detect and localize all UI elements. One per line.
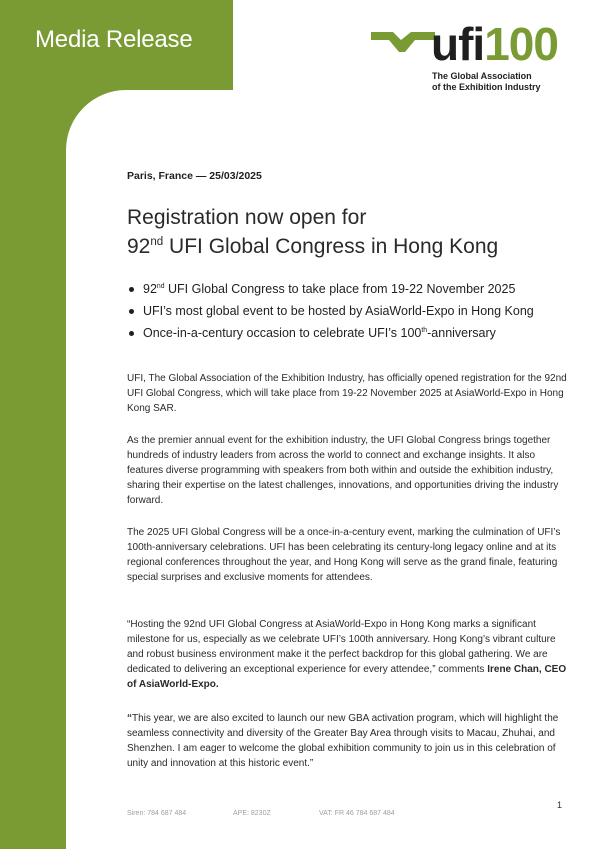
bullet-ordinal: nd bbox=[156, 282, 165, 290]
ufi-logo bbox=[371, 18, 571, 98]
logo-100: 100 bbox=[484, 18, 558, 70]
bullet-prefix: Once-in-a-century occasion to celebrate UFI’s 100 bbox=[143, 326, 422, 340]
band-corner bbox=[66, 90, 126, 150]
headline bbox=[127, 203, 567, 261]
paragraph-intro: UFI, The Global Association of the Exhibition Industry, has officially opened registration for the 92nd UFI Global Congress, which will take place from 19-22 November 2025 at AsiaWorld-Expo in Hong Kong SAR. bbox=[127, 373, 567, 414]
bullet-text: UFI Global Congress to take place from 19-22 November 2025 bbox=[164, 282, 516, 296]
headline-line-2 bbox=[127, 232, 567, 261]
logo-i: i bbox=[472, 18, 485, 70]
quote-attribution: Irene Chan, CEO of AsiaWorld-Expo. bbox=[127, 664, 567, 690]
logo-wordmark bbox=[431, 18, 558, 70]
page-number: 1 bbox=[557, 800, 563, 810]
left-band bbox=[0, 0, 66, 849]
bullet-ordinal: th bbox=[421, 326, 428, 334]
key-points-list bbox=[127, 280, 567, 346]
headline-line-1: Registration now open for bbox=[127, 206, 367, 229]
list-item bbox=[127, 302, 567, 324]
list-item bbox=[127, 280, 567, 302]
list-item bbox=[127, 324, 567, 346]
headline-title: UFI Global Congress in Hong Kong bbox=[163, 235, 499, 258]
headline-ordinal: nd bbox=[150, 236, 164, 248]
bullet-text: -anniversary bbox=[427, 326, 496, 340]
tagline-line-1: The Global Association bbox=[432, 71, 532, 81]
paragraph-quote-irene-chan bbox=[127, 617, 567, 692]
paragraph-premier-event: As the premier annual event for the exhibition industry, the UFI Global Congress brings together hundreds of industry leaders from across the world to connect and exchange insights. It also features diverse programming with speakers from both within and outside the exhibition industry, sharing their expertise on the latest challenges, innovations, and opportunities driving the industry forward. bbox=[127, 435, 559, 506]
footer-ape: APE: 8230Z bbox=[233, 810, 271, 817]
quote-text: This year, we are also excited to launch our new GBA activation program, which will highlight the seamless connectivity and diversity of the Greater Bay Area through visits to Macau, Zhuhai, and Shenzhen. I am eager to welcome the global exhibition community to join us in this celebration of unity and innovation at this historic event.” bbox=[127, 713, 559, 769]
open-quote-mark: “ bbox=[127, 713, 132, 724]
logo-tagline bbox=[432, 71, 541, 93]
logo-uf: uf bbox=[431, 18, 473, 70]
media-release-label: Media Release bbox=[35, 26, 193, 53]
ufi-logo-mark-icon bbox=[371, 28, 435, 56]
bullet-text: UFI’s most global event to be hosted by AsiaWorld-Expo in Hong Kong bbox=[143, 304, 534, 318]
paragraph-centenary: The 2025 UFI Global Congress will be a once-in-a-century event, marking the culmination of UFI’s 100th-anniversary celebrations. UFI has been celebrating its century-long legacy online and at its regional conferences throughout the year, and Hong Kong will serve as the grand finale, featuring special surprises and exclusive moments for attendees. bbox=[127, 527, 561, 583]
footer-siren: Siren: 784 687 484 bbox=[127, 810, 187, 817]
headline-number: 92 bbox=[127, 235, 151, 258]
quote-text: “Hosting the 92nd UFI Global Congress at AsiaWorld-Expo in Hong Kong marks a significant milestone for us, especially as we celebrate UFI’s 100th anniversary. Hong Kong’s vibrant culture and robust business environment make it the perfect backdrop for this global gathering. We are dedicated to delivering an exceptional experience for every attendee,” comments bbox=[127, 619, 556, 675]
footer-vat: VAT: FR 46 784 687 484 bbox=[319, 810, 395, 817]
tagline-line-2: of the Exhibition Industry bbox=[432, 82, 541, 92]
paragraph-quote-gba bbox=[127, 711, 567, 771]
dateline: Paris, France — 25/03/2025 bbox=[127, 170, 262, 182]
bullet-prefix: 92 bbox=[143, 282, 157, 296]
